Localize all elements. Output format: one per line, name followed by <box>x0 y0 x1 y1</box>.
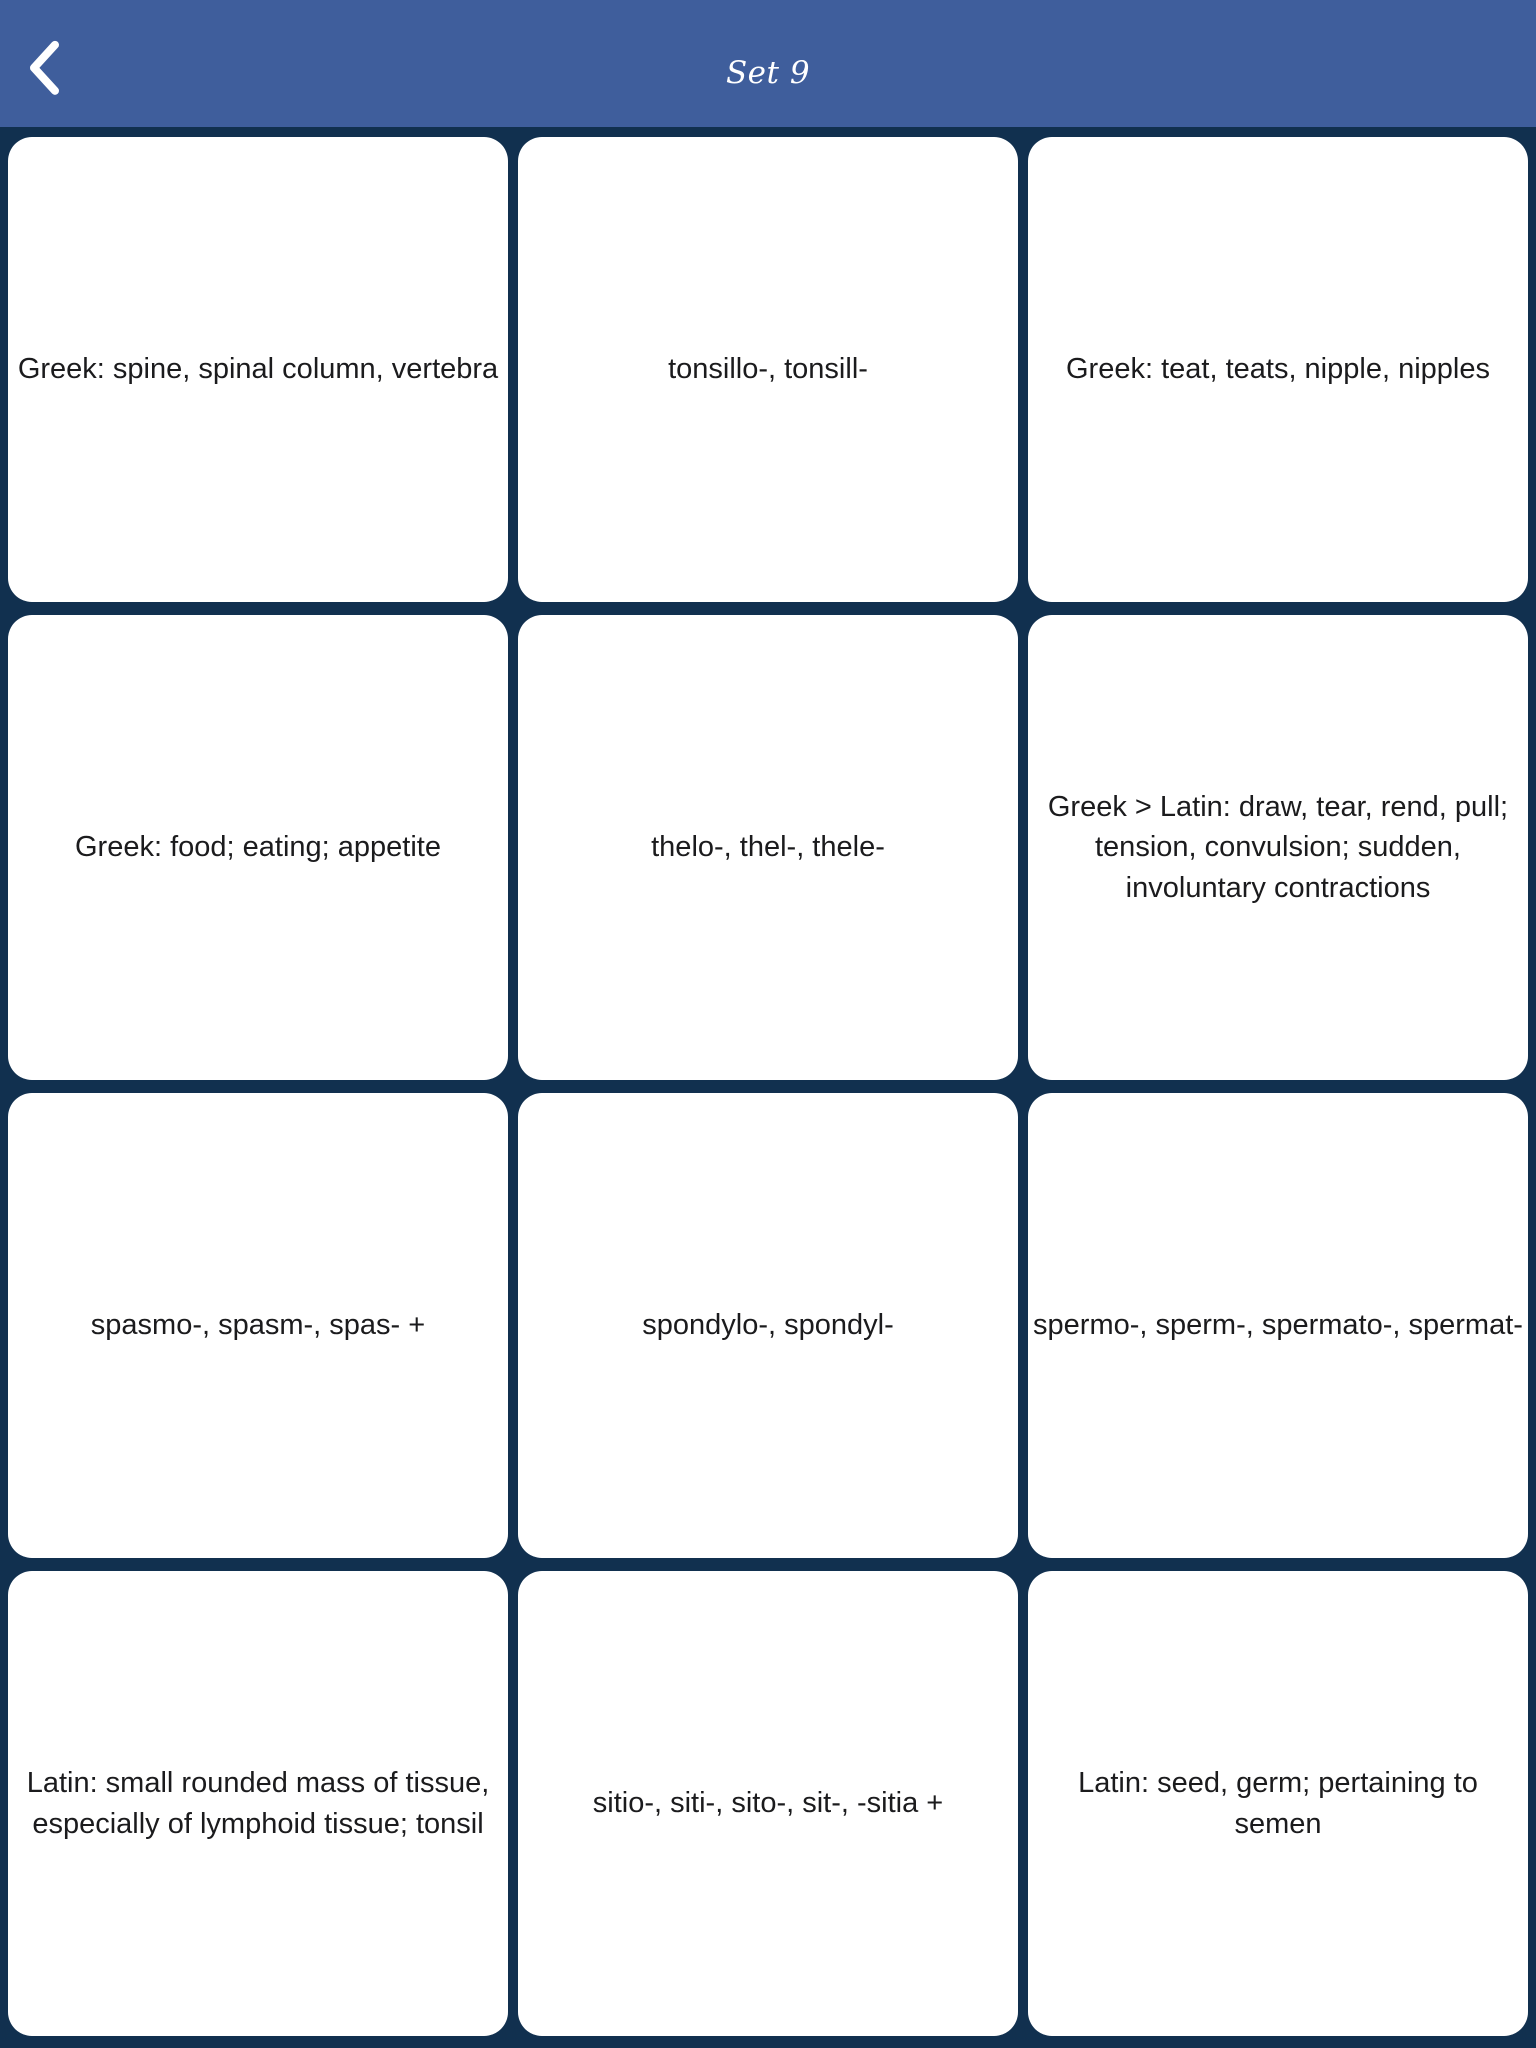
flashcard[interactable] <box>518 1571 1018 2036</box>
flashcard-text: spermo-, sperm-, spermato-, spermat- <box>1033 1309 1523 1342</box>
flashcard[interactable] <box>1028 137 1528 602</box>
flashcard[interactable] <box>8 615 508 1080</box>
flashcard-text: Greek > Latin: draw, tear, rend, pull; tension, convulsion; sudden, involuntary contractions <box>1047 791 1509 904</box>
flashcard[interactable] <box>1028 615 1528 1080</box>
flashcard-text: Greek: food; eating; appetite <box>75 831 441 864</box>
flashcard-text: spondylo-, spondyl- <box>642 1309 894 1342</box>
nav-bar <box>0 0 1536 127</box>
flashcard[interactable] <box>8 137 508 602</box>
flashcard-grid <box>0 127 1536 2048</box>
flashcard-text: Latin: small rounded mass of tissue, especially of lymphoid tissue; tonsil <box>26 1767 490 1840</box>
flashcard-text: spasmo-, spasm-, spas- + <box>90 1309 426 1342</box>
flashcard-text: Greek: teat, teats, nipple, nipples <box>1066 353 1490 386</box>
flashcard[interactable] <box>518 1093 1018 1558</box>
flashcard-text: thelo-, thel-, thele- <box>651 831 885 864</box>
page-title: Set 9 <box>725 54 811 91</box>
flashcard-text: sitio-, siti-, sito-, sit-, -sitia + <box>592 1787 944 1820</box>
back-button[interactable] <box>16 35 72 99</box>
chevron-left-icon <box>26 39 62 95</box>
flashcard[interactable] <box>518 137 1018 602</box>
flashcard[interactable] <box>8 1093 508 1558</box>
flashcard-text: Greek: spine, spinal column, vertebra <box>17 353 499 386</box>
flashcard-text: tonsillo-, tonsill- <box>668 353 868 386</box>
flashcard-text: Latin: seed, germ; pertaining to semen <box>1078 1767 1478 1840</box>
flashcard[interactable] <box>1028 1093 1528 1558</box>
flashcard[interactable] <box>518 615 1018 1080</box>
flashcard[interactable] <box>8 1571 508 2036</box>
flashcard[interactable] <box>1028 1571 1528 2036</box>
